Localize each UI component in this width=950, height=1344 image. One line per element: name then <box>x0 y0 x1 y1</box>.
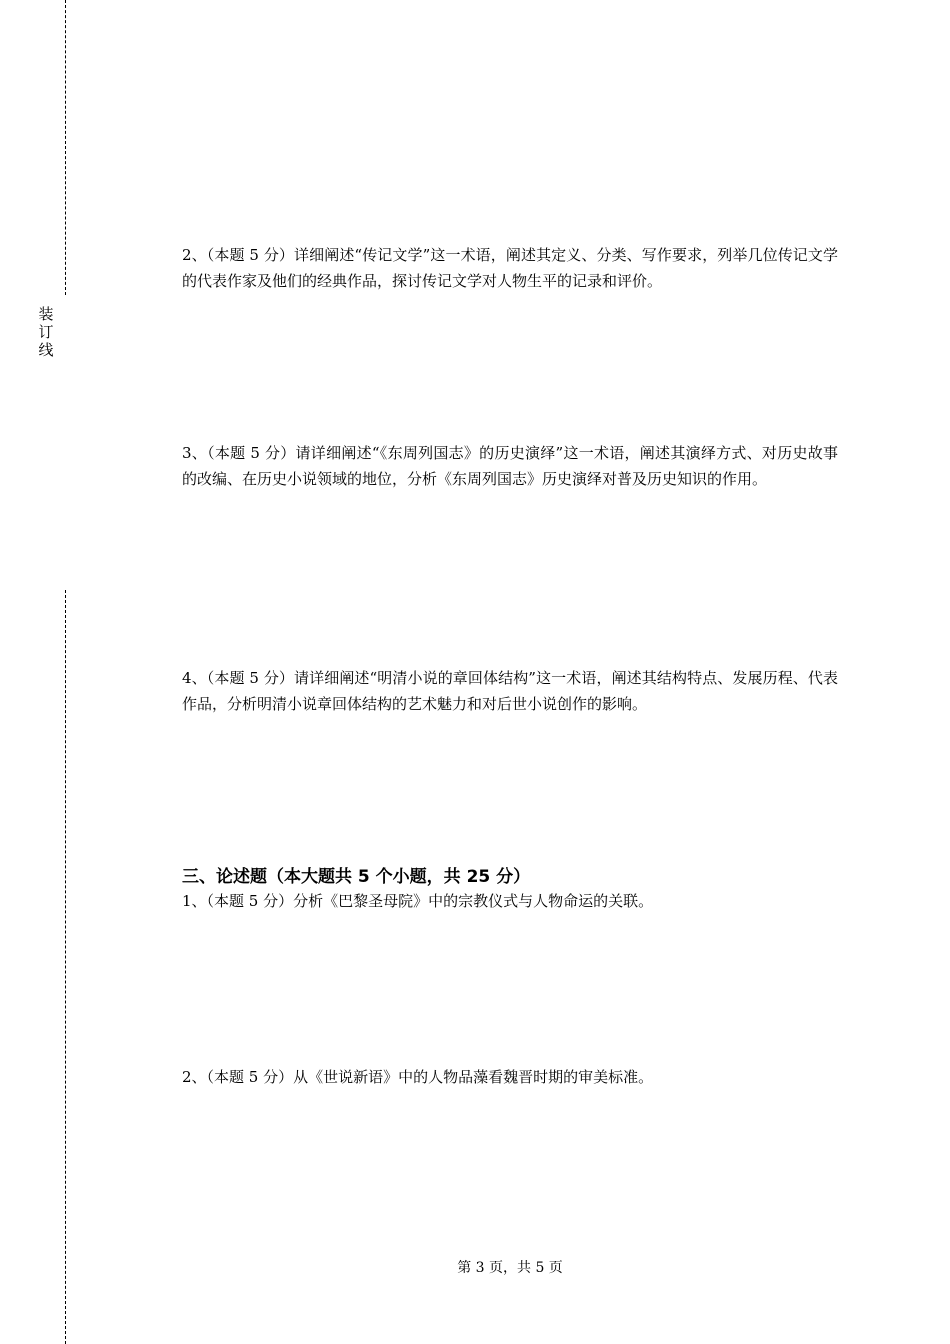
question-3: 3、（本题 5 分）请详细阐述“《东周列国志》的历史演绎”这一术语，阐述其演绎方式、对历史故事的改编、在历史小说领域的地位，分析《东周列国志》历史演绎对普及历史知识的作用。 <box>182 444 838 488</box>
binding-char: 线 <box>38 341 54 359</box>
question-2: 2、（本题 5 分）详细阐述“传记文学”这一术语，阐述其定义、分类、写作要求，列举几位传记文学的代表作家及他们的经典作品，探讨传记文学对人物生平的记录和评价。 <box>182 246 838 290</box>
essay-question-2: 2、（本题 5 分）从《世说新语》中的人物品藻看魏晋时期的审美标准。 <box>182 1068 654 1086</box>
binding-char: 订 <box>38 323 54 341</box>
binding-label <box>36 305 56 359</box>
essay-question-1: 1、（本题 5 分）分析《巴黎圣母院》中的宗教仪式与人物命运的关联。 <box>182 892 654 910</box>
page-footer: 第 3 页，共 5 页 <box>457 1260 563 1276</box>
binding-line-bottom <box>65 590 66 1344</box>
binding-line-top <box>65 0 66 295</box>
question-4: 4、（本题 5 分）请详细阐述“明清小说的章回体结构”这一术语，阐述其结构特点、发展历程、代表作品，分析明清小说章回体结构的艺术魅力和对后世小说创作的影响。 <box>182 669 838 713</box>
binding-char: 装 <box>38 305 54 323</box>
section-title: 三、论述题（本大题共 5 个小题，共 25 分） <box>182 867 531 887</box>
